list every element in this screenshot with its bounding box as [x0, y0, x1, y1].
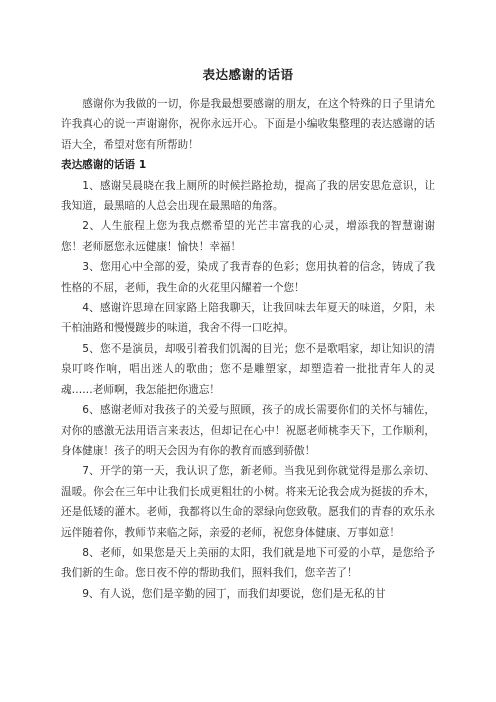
- list-item: 9、有人说，您们是辛勤的园丁，而我们却要说，您们是无私的甘: [82, 587, 386, 600]
- document-body: [61, 94, 435, 604]
- list-item: 3、您用心中全部的爱，染成了我青春的色彩；您用执着的信念，铸成了我性格的不屈，老师，我生命的火花里闪耀着一个您！: [61, 261, 435, 294]
- list-item: 7、开学的第一天，我认识了您，新老师。当我见到你就觉得是那么亲切、温暖。你会在三年中让我们长成更粗壮的小树。将来无论我会成为挺拔的乔木，还是低矮的灌木。老师，我都将以生命的翠绿向您致敬。愿我们的青春的欢乐永远伴随着你，教师节来临之际，亲爱的老师，祝您身体健康、万事如意！: [61, 465, 435, 539]
- list-item: 1、感谢吴晨晓在我上厕所的时候拦路抢劫，提高了我的居安思危意识，让我知道，最黑暗的人总会出现在最黑暗的角落。: [61, 179, 435, 213]
- intro-paragraph: 感谢你为我做的一切，你是我最想要感谢的朋友，在这个特殊的日子里请允许我真心的说一声谢谢你，祝你永远开心。下面是小编收集整理的表达感谢的话语大全，希望对您有所帮助！: [61, 98, 435, 151]
- section-heading: 表达感谢的话语 1: [61, 159, 147, 172]
- list-item: 8、老师，如果您是天上美丽的太阳，我们就是地下可爱的小草，是您给予我们新的生命。您日夜不停的帮助我们，照料我们，您辛苦了！: [61, 546, 435, 580]
- list-item: 5、您不是演员，却吸引着我们饥渴的目光；您不是歌唱家，却让知识的清泉叮咚作响，唱出迷人的歌曲；您不是雕塑家，却塑造着一批批青年人的灵魂……老师啊，我怎能把你遗忘！: [61, 342, 435, 396]
- list-item: 4、感谢许思璋在回家路上陪我聊天，让我回味去年夏天的味道，夕阳，未干柏油路和慢慢踱步的味道，我舍不得一口吃掉。: [61, 302, 435, 335]
- list-item: 6、感谢老师对我孩子的关爱与照顾，孩子的成长需要你们的关怀与辅佐，对你的感激无法用语言来表达，但却记在心中！祝愿老师桃李天下，工作顺利，身体健康！孩子的明天会因为有你的教育而感到骄傲！: [61, 404, 435, 457]
- document-title: 表达感谢的话语: [202, 67, 294, 82]
- list-item: 2、人生旅程上您为我点燃希望的光芒丰富我的心灵，增添我的智慧谢谢您！老师愿您永远健康！愉快！幸福！: [61, 220, 435, 253]
